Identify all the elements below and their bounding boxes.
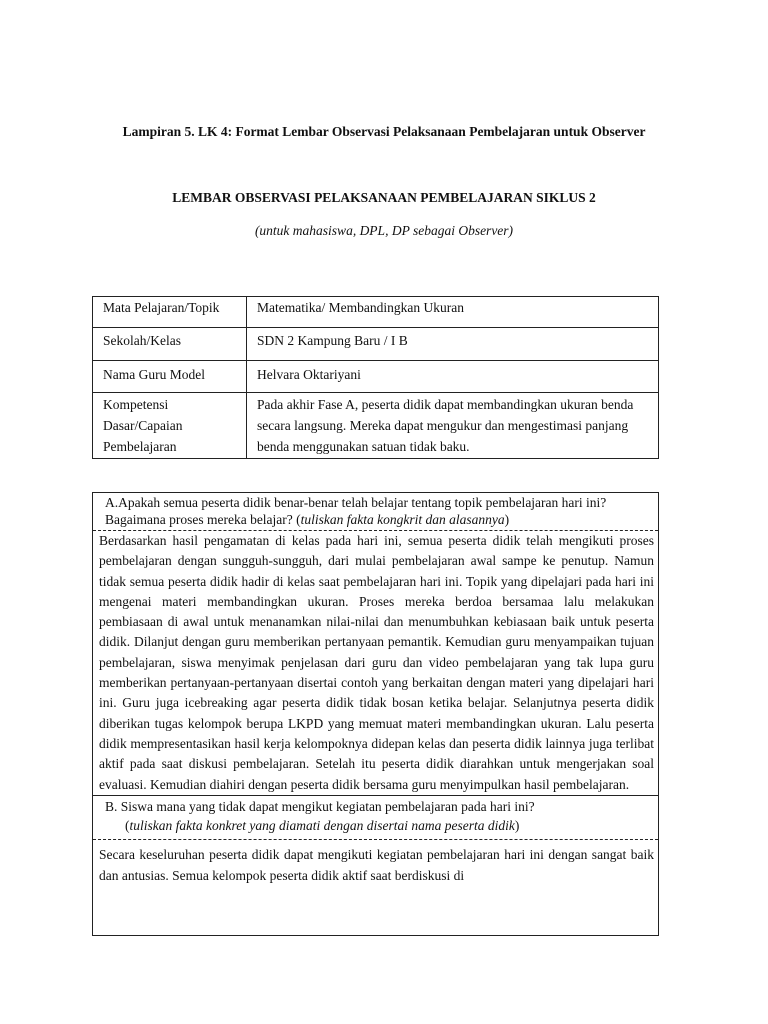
info-label: Nama Guru Model — [93, 361, 247, 393]
question-a-close: ) — [504, 512, 510, 527]
info-label: Mata Pelajaran/Topik — [93, 297, 247, 328]
question-a — [93, 493, 658, 530]
question-b-close: ) — [514, 817, 520, 833]
appendix-title: Lampiran 5. LK 4: Format Lembar Observasi Pelaksanaan Pembelajaran untuk Observer — [122, 124, 646, 139]
question-b-hint: tuliskan fakta konkret yang diamati dengan disertai nama peserta didik — [129, 817, 515, 833]
info-label: Sekolah/Kelas — [93, 328, 247, 361]
question-b-open: ( — [125, 817, 130, 833]
info-value: Matematika/ Membandingkan Ukuran — [247, 297, 659, 328]
observation-box — [92, 492, 659, 936]
question-a-hint: tuliskan fakta kongkrit dan alasannya — [300, 512, 505, 527]
question-a-text: A.Apakah semua peserta didik benar-benar telah belajar tentang topik pembelajaran hari ini? Bagaimana proses mereka belajar? ( — [105, 495, 607, 527]
question-b — [93, 796, 658, 839]
sheet-title: LEMBAR OBSERVASI PELAKSANAAN PEMBELAJARAN SIKLUS 2 — [172, 190, 596, 205]
sheet-subtitle: (untuk mahasiswa, DPL, DP sebagai Observer) — [254, 223, 514, 238]
table-row — [93, 297, 659, 328]
answer-a: Berdasarkan hasil pengamatan di kelas pada hari ini, semua peserta didik telah mengikuti proses pembelajaran dengan sungguh-sungguh, dari mulai pembelajaran awal sampe ke penutup. Namun tidak semua peserta didik hadir di kelas saat pembelajaran hari ini. Topik yang dipelajari pada hari ini mengenai materi membandingkan ukuran. Proses mereka berdoa bersamaa lalu melakukan pembiasaan di awal untuk menanamkan nilai-nilai dan menumbuhkan kebiasaan baik untuk peserta didik. Dilanjut dengan guru memberikan pertanyaan pemantik. Kemudian guru menyampaikan tujuan pembelajaran, siswa menyimak penjelasan dari guru dan video pembelajaran yang tak lupa guru memberikan pertanyaan-pertanyaan disertai contoh yang berkaitan dengan materi yang dipelajari hari ini. Guru juga icebreaking agar peserta didik tidak bosan ketika belajar. Selanjutnya peserta didik diberikan tugas kelompok berupa LKPD yang memuat materi membandingkan ukuran. Lalu peserta didik mempresentasikan hasil kerja kelompoknya didepan kelas dan peserta didik lainnya juga terlibat aktif pada saat diskusi pembelajaran. Setelah itu peserta didik diarahkan untuk mengerjakan soal evaluasi. Kemudian diahiri dengan peserta didik bersama guru menyimpulkan hasil pembelajaran. — [99, 533, 654, 792]
table-row — [93, 328, 659, 361]
info-value: Helvara Oktariyani — [247, 361, 659, 393]
info-label: Kompetensi Dasar/Capaian Pembelajaran — [93, 393, 247, 459]
answer-b: Secara keseluruhan peserta didik dapat mengikuti kegiatan pembelajaran hari ini dengan sangat baik dan antusias. Semua kelompok peserta didik aktif saat berdiskusi di — [99, 846, 654, 883]
info-table — [92, 296, 659, 459]
question-b-text: B. Siswa mana yang tidak dapat mengikut kegiatan pembelajaran pada hari ini? — [105, 798, 535, 814]
info-value: SDN 2 Kampung Baru / I B — [247, 328, 659, 361]
table-row — [93, 393, 659, 459]
table-row — [93, 361, 659, 393]
info-value: Pada akhir Fase A, peserta didik dapat membandingkan ukuran benda secara langsung. Mereka dapat mengukur dan mengestimasi panjang benda menggunakan satuan tidak baku. — [247, 393, 659, 459]
